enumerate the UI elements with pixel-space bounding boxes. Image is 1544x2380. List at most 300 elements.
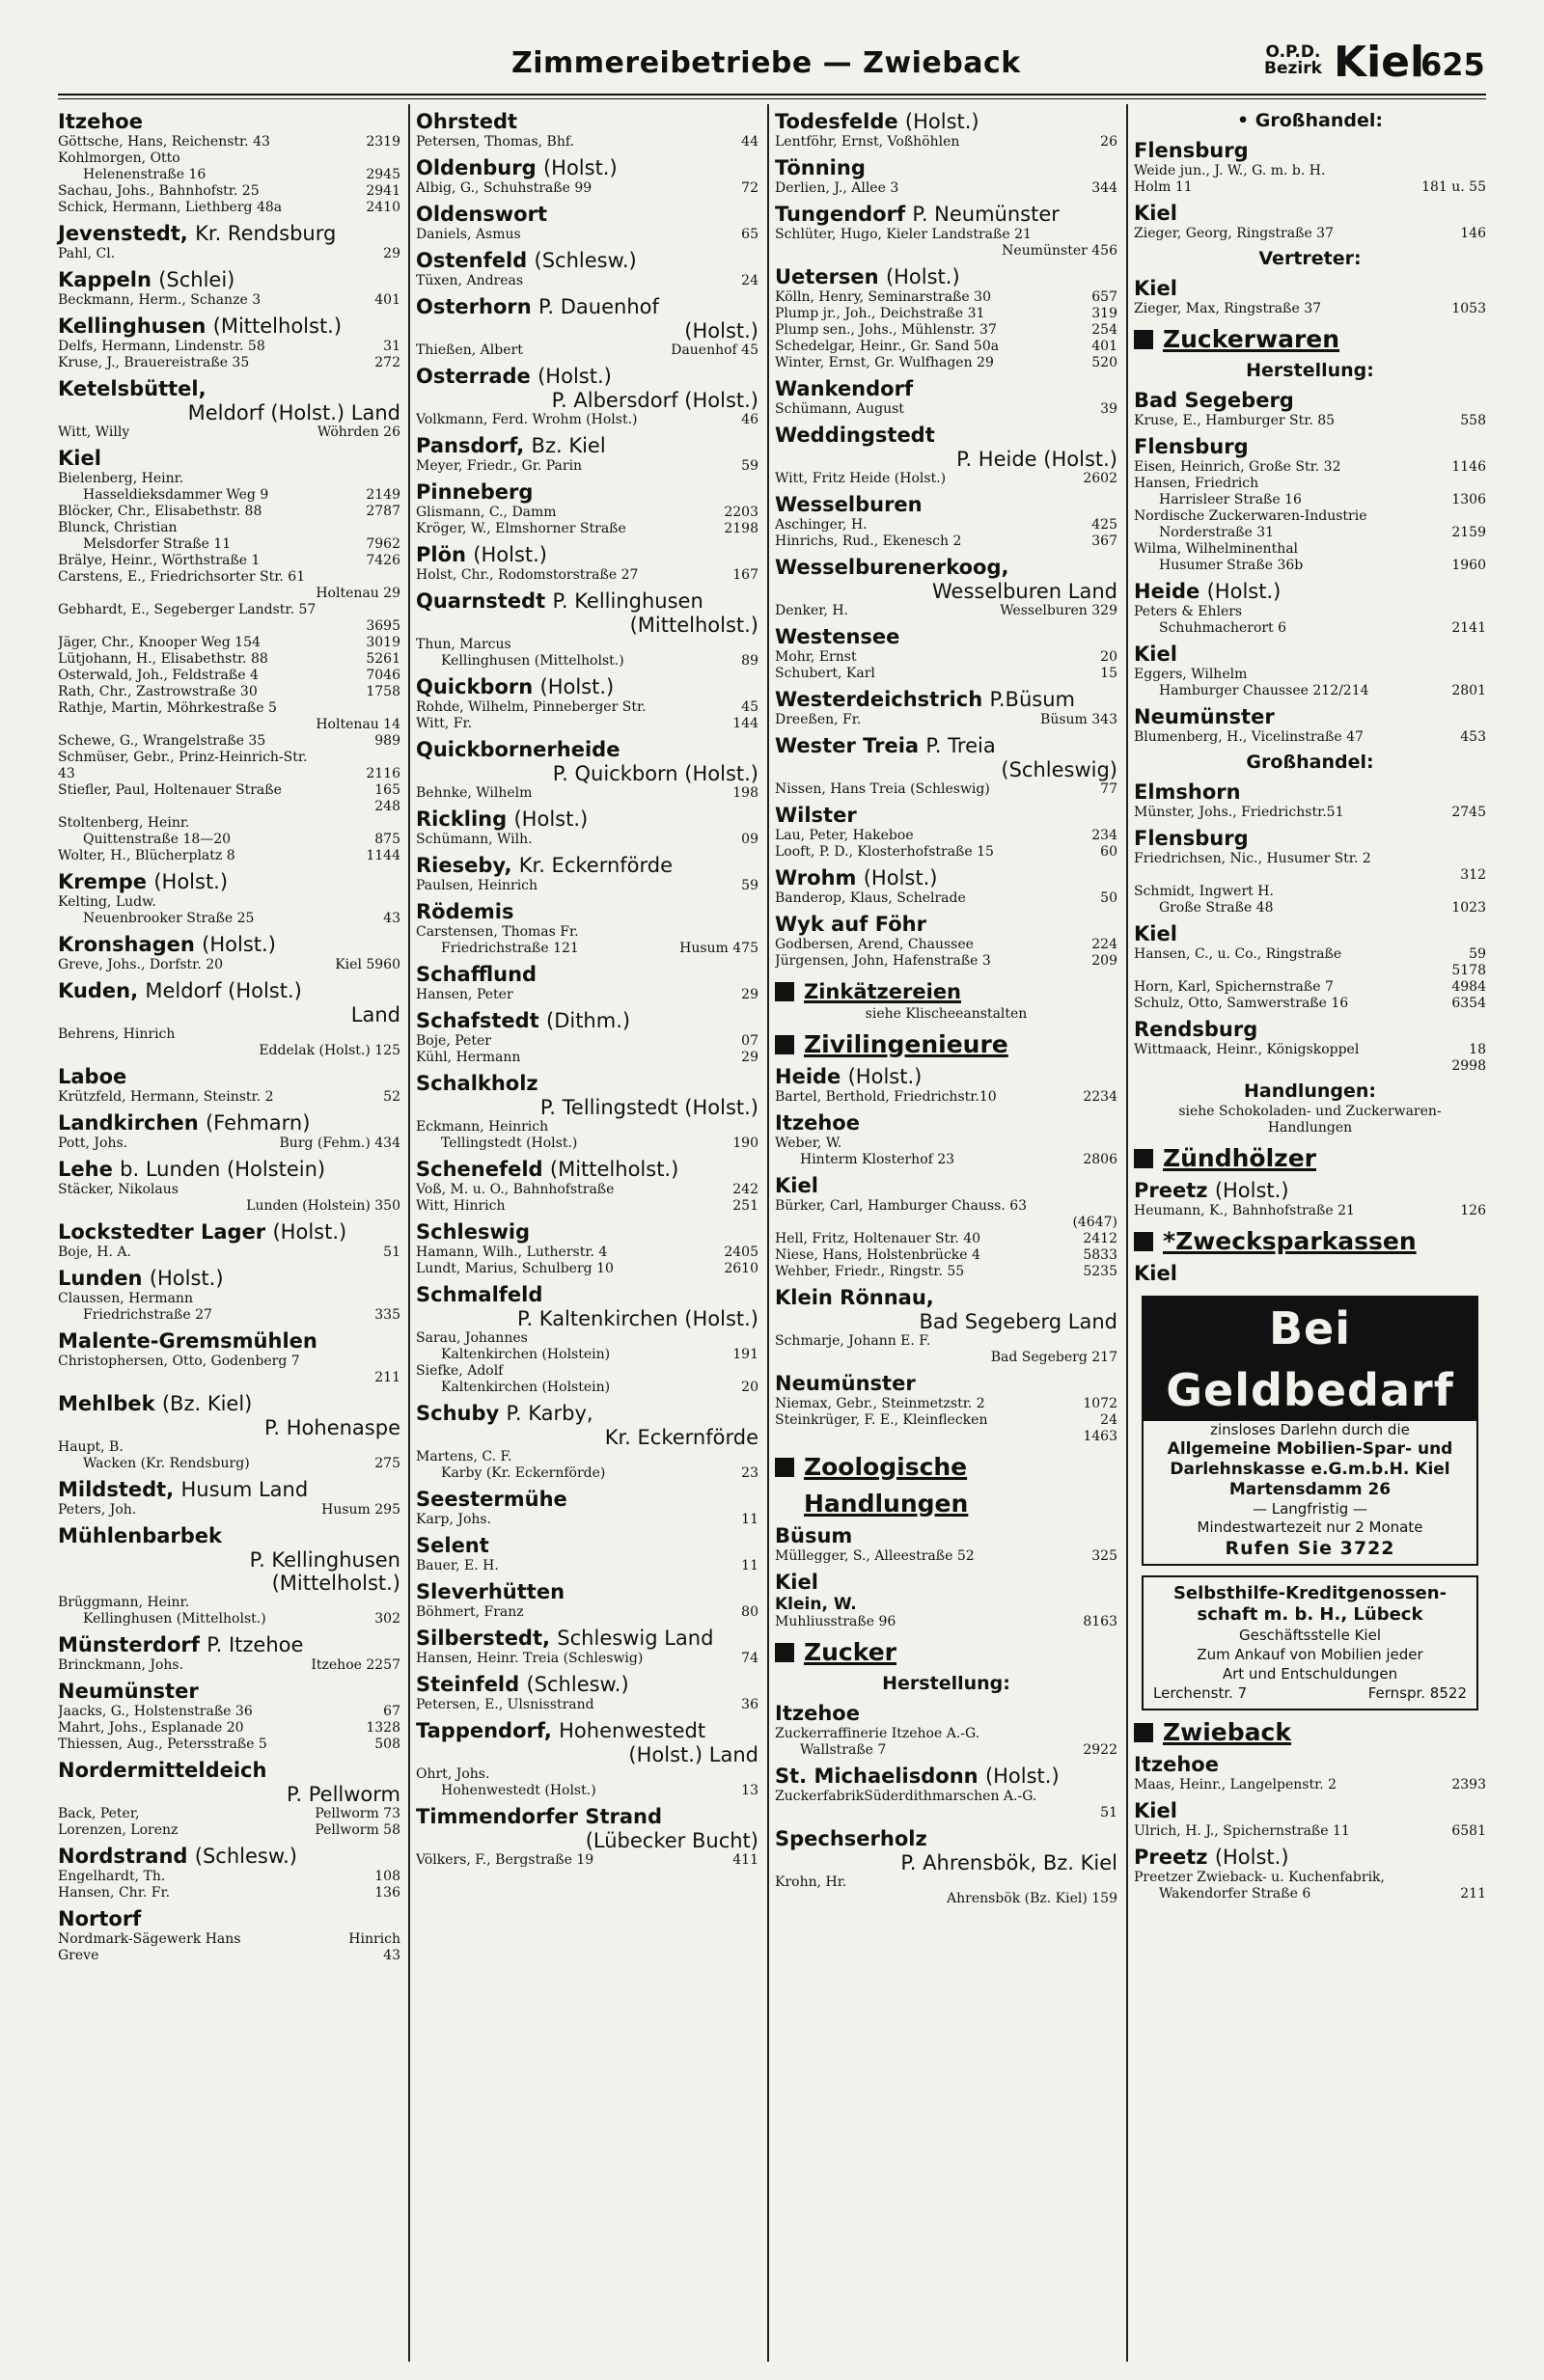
listing-entry (416, 567, 758, 584)
place-qualifier: Meldorf (Holst.) (145, 979, 302, 1002)
listing-phone: 242 (732, 1182, 758, 1197)
place-continuation: (Holst.) Land (628, 1743, 758, 1766)
place-heading (58, 267, 400, 292)
listing-address-text: Melsdorfer Straße 11 (83, 536, 232, 552)
category-heading (775, 1490, 1117, 1518)
place-heading (58, 1064, 400, 1089)
listing-entry (58, 569, 400, 586)
listing-name: Brälye, Heinr., Wörthstraße 1 (58, 553, 261, 568)
category-title: Zoologische (804, 1453, 968, 1481)
listing-address (58, 1307, 400, 1324)
listing-phone: 74 (741, 1651, 758, 1666)
listing-name-line: Kohlmorgen, Otto (58, 150, 180, 166)
listing-name: Witt, Willy (58, 424, 130, 440)
listing-phone: 29 (383, 246, 400, 261)
place-heading (1134, 1798, 1486, 1823)
listing-phone: 211 (1460, 1886, 1486, 1901)
place-heading (58, 1523, 400, 1548)
ad-line: Darlehnskasse e.G.m.b.H. Kiel (1170, 1460, 1450, 1479)
listing-phone: 6581 (1451, 1823, 1486, 1839)
listing-address (1134, 683, 1486, 699)
place-name: Flensburg (1134, 139, 1249, 162)
listing-entry (58, 1869, 400, 1885)
listing-name: Plump jr., Joh., Deichstraße 31 (775, 306, 985, 321)
place-qualifier: (Fehmarn) (205, 1111, 311, 1135)
place-continuation: (Mittelholst.) (271, 1572, 400, 1595)
category-title: Zinkätzereien (804, 980, 962, 1003)
district-city: Kiel (1334, 38, 1425, 87)
listing-entry (58, 1885, 400, 1901)
listing-name: Ulrich, H. J., Spichernstraße 11 (1134, 1823, 1350, 1839)
listing-phone: 302 (374, 1611, 400, 1627)
listing-continuation: Ahrensbök (Bz. Kiel) 159 (947, 1891, 1117, 1906)
place-heading (775, 555, 1117, 580)
listing-phone: 272 (374, 355, 400, 370)
listing-phone: 108 (374, 1869, 400, 1884)
listing-address-text: Friedrichstraße 121 (441, 941, 579, 956)
place-name: Kiel (58, 447, 101, 470)
place-qualifier: Kr. Rendsburg (195, 222, 337, 245)
listing-entry (775, 712, 1117, 728)
listing-entry (775, 1264, 1117, 1280)
listing-entry (416, 699, 758, 716)
listing-phone: 52 (383, 1089, 400, 1105)
listing-name-line: Haupt, B. (58, 1439, 124, 1455)
column-divider-1 (408, 104, 410, 2362)
listing-entry (775, 517, 1117, 533)
listing-phone: 251 (732, 1198, 758, 1214)
listing-phone: 36 (741, 1697, 758, 1712)
listing-address (1134, 900, 1486, 916)
listing-name: Denker, H. (775, 603, 849, 618)
listing-name-line: Sarau, Johannes (416, 1330, 528, 1346)
ad-line: Martensdamm 26 (1228, 1480, 1392, 1499)
place-continuation: P. Quickborn (Holst.) (552, 762, 758, 785)
listing-phone: 558 (1460, 413, 1486, 428)
ad-line: Geschäftsstelle Kiel (1239, 1627, 1381, 1644)
place-heading (58, 1157, 400, 1182)
listing-phone: 224 (1091, 937, 1117, 952)
place-name: Schmalfeld (416, 1283, 543, 1306)
place-heading (58, 1219, 400, 1245)
listing-phone: 144 (732, 716, 758, 731)
header-rule-thin (58, 98, 1486, 99)
listing-name: Volkmann, Ferd. Wrohm (Holst.) (416, 412, 638, 427)
listing-entry (775, 533, 1117, 550)
place-name: Lockstedter Lager (58, 1220, 266, 1244)
listing-phone: 325 (1091, 1548, 1117, 1564)
place-name: Laboe (58, 1065, 127, 1088)
listing-address (416, 1465, 758, 1482)
listing-name: Blöcker, Chr., Elisabethstr. 88 (58, 504, 262, 519)
listing-phone: 2745 (1451, 805, 1486, 820)
listing-name: Boje, Peter (416, 1033, 491, 1049)
cross-reference: siehe Schokoladen- und Zuckerwaren- (1178, 1104, 1442, 1119)
place-name: Lunden (58, 1267, 143, 1290)
listing-entry (416, 1245, 758, 1261)
place-name: Heide (775, 1065, 841, 1088)
listing-entry (1134, 946, 1486, 963)
listing-name-line: Krohn, Hr. (775, 1874, 847, 1890)
listing-phone (395, 750, 400, 766)
listing-address-text: Kellinghusen (Mittelholst.) (83, 1611, 266, 1627)
running-title: Zimmereibetriebe — Zwieback (511, 46, 1021, 80)
listing-entry (775, 1396, 1117, 1412)
listing-address-text: Helenenstraße 16 (83, 167, 207, 182)
listing-phone: 2801 (1451, 683, 1486, 698)
place-name: Kronshagen (58, 933, 195, 956)
listing-name: Osterwald, Joh., Feldstraße 4 (58, 668, 259, 683)
place-name: Flensburg (1134, 435, 1249, 458)
listing-name: Tüxen, Andreas (416, 273, 524, 288)
listing-phone: 2806 (1083, 1152, 1117, 1167)
place-heading (775, 687, 1117, 712)
listing-entry (775, 844, 1117, 861)
place-name: Schenefeld (416, 1158, 543, 1181)
place-qualifier: (Mittelholst.) (212, 315, 343, 338)
listing-entry (58, 1704, 400, 1720)
listing-entry (58, 1502, 400, 1518)
listing-entry (58, 246, 400, 262)
listing-entry (1134, 301, 1486, 317)
listing-address (58, 167, 400, 183)
place-name: Rieseby, (416, 854, 512, 877)
listing-entry (1134, 996, 1486, 1012)
listing-name: Jürgensen, John, Hafenstraße 3 (775, 953, 991, 969)
listing-name: Derlien, J., Allee 3 (775, 180, 899, 196)
category-marker (775, 982, 794, 1001)
listing-phone: 165 (374, 782, 400, 798)
place-heading (416, 248, 758, 273)
listing-entry (58, 1822, 400, 1839)
listing-address-text: Friedrichstraße 27 (83, 1307, 212, 1323)
listing-phone: 2393 (1451, 1777, 1486, 1792)
listing-entry (58, 134, 400, 150)
listing-address-text: Kaltenkirchen (Holstein) (441, 1347, 611, 1362)
listing-entry (58, 1931, 400, 1948)
listing-entry (416, 785, 758, 802)
place-heading (416, 109, 758, 134)
place-name: Nordermitteldeich (58, 1759, 267, 1782)
listing-address-text: Große Straße 48 (1159, 900, 1274, 916)
place-name: Kiel (775, 1571, 818, 1594)
place-continuation: (Lübecker Bucht) (585, 1829, 758, 1852)
listing-address (775, 1742, 1117, 1759)
listing-entry (775, 1789, 1117, 1805)
listing-entry (416, 1558, 758, 1574)
listing-entry (1134, 226, 1486, 242)
ad-line: — Langfristig — (1252, 1500, 1368, 1518)
place-heading (775, 1523, 1117, 1548)
column-divider-2 (767, 104, 769, 2362)
listing-entry (58, 957, 400, 973)
listing-phone: 80 (741, 1604, 758, 1620)
place-qualifier: (Holst.) (1214, 1846, 1289, 1869)
listing-phone: 234 (1091, 828, 1117, 843)
listing-entry (1134, 413, 1486, 429)
listing-address-text: Karby (Kr. Eckernförde) (441, 1465, 606, 1481)
listing-phone: 23 (741, 1465, 758, 1481)
listing-entry (416, 227, 758, 243)
listing-phone: 2159 (1451, 525, 1486, 540)
place-name: Tappendorf, (416, 1719, 552, 1742)
place-heading (416, 853, 758, 878)
place-heading (775, 492, 1117, 517)
bezirk-label: Bezirk (1264, 59, 1322, 78)
place-name: Tönning (775, 156, 866, 179)
place-heading (416, 1219, 758, 1245)
listing-phone: Kiel 5960 (335, 957, 400, 972)
listing-phone: 198 (732, 785, 758, 801)
place-heading (416, 737, 758, 762)
listing-entry (416, 1651, 758, 1667)
listing-entry (1134, 1203, 1486, 1219)
listing-continuation: 51 (1100, 1805, 1117, 1820)
listing-name-line: Stoltenberg, Heinr. (58, 815, 190, 831)
place-heading (58, 446, 400, 471)
place-heading (1134, 579, 1486, 604)
listing-entry (416, 1033, 758, 1050)
place-heading (416, 1718, 758, 1743)
place-name: Wesselburen (775, 493, 923, 516)
listing-phone: 20 (741, 1380, 758, 1395)
listing-name: Sachau, Johs., Bahnhofstr. 25 (58, 183, 260, 199)
place-name: Mehlbek (58, 1392, 155, 1415)
listing-phone: 2116 (366, 766, 400, 781)
listing-address (1134, 492, 1486, 508)
listing-entry (416, 832, 758, 848)
place-heading (416, 588, 758, 614)
place-heading (775, 1285, 1117, 1310)
listing-name-line: Claussen, Hermann (58, 1291, 193, 1306)
listing-name-line: Preetzer Zwieback- u. Kuchenfabrik, (1134, 1870, 1385, 1885)
place-heading (775, 1570, 1117, 1595)
listing-address-text: Neuenbrooker Straße 25 (83, 911, 255, 926)
listing-entry (1134, 1823, 1486, 1840)
place-qualifier: Kr. Eckernförde (518, 854, 674, 877)
listing-entry (58, 750, 400, 766)
place-name: Oldenswort (416, 203, 547, 226)
place-heading (775, 912, 1117, 937)
place-heading (1134, 138, 1486, 163)
listing-name: Voß, M. u. O., Bahnhofstraße (416, 1182, 615, 1197)
category-title: Zuckerwaren (1163, 325, 1340, 353)
place-heading (416, 1401, 758, 1426)
listing-phone: 2234 (1083, 1089, 1117, 1105)
listing-address (58, 487, 400, 504)
place-name: Neumünster (1134, 705, 1275, 728)
place-qualifier: P. Karby, (506, 1402, 593, 1425)
listing-name: Petersen, Thomas, Bhf. (416, 134, 574, 150)
listing-entry (58, 684, 400, 700)
listing-phone: 29 (741, 987, 758, 1002)
listing-entry (775, 937, 1117, 953)
place-heading (775, 1764, 1117, 1789)
category-heading (1134, 1144, 1486, 1173)
listing-entry (58, 1720, 400, 1737)
listing-phone: 520 (1091, 355, 1117, 370)
ad-line: Art und Entschuldungen (1222, 1665, 1398, 1682)
place-qualifier: P. Itzehoe (207, 1633, 304, 1656)
category-marker (1134, 1723, 1153, 1742)
place-qualifier: (Schlesw.) (526, 1673, 629, 1696)
listing-name: Rathje, Martin, Möhrkestraße 5 (58, 700, 277, 716)
listing-phone: 657 (1091, 289, 1117, 305)
ad-address: Lerchenstr. 7 (1153, 1684, 1248, 1702)
listing-name: Schlüter, Hugo, Kieler Landstraße 21 (775, 227, 1032, 242)
listing-entry (416, 273, 758, 289)
place-name: Pinneberg (416, 480, 534, 504)
listing-address (58, 536, 400, 553)
place-name: Quickborn (416, 675, 534, 698)
place-heading (416, 1804, 758, 1829)
listing-phone: 146 (1460, 226, 1486, 241)
listing-name: Krützfeld, Hermann, Steinstr. 2 (58, 1089, 274, 1105)
place-name: Kiel (1134, 202, 1177, 225)
listing-name: Niemax, Gebr., Steinmetzstr. 2 (775, 1396, 985, 1411)
place-qualifier: (Holst.) (538, 365, 612, 388)
listing-phone: Husum 295 (321, 1502, 400, 1518)
category-heading (1134, 325, 1486, 354)
place-name: Lehe (58, 1158, 113, 1181)
listing-name: Kühl, Hermann (416, 1050, 521, 1065)
listing-address-text: Hamburger Chaussee 212/214 (1159, 683, 1369, 698)
place-continuation: (Holst.) (684, 319, 758, 342)
place-qualifier: (Schlesw.) (534, 249, 637, 272)
listing-name: Schubert, Karl (775, 666, 875, 681)
listing-phone: 126 (1460, 1203, 1486, 1218)
listing-entry (775, 890, 1117, 907)
listing-address-text: Wallstraße 7 (800, 1742, 887, 1758)
place-name: Elmshorn (1134, 780, 1241, 804)
listing-address (1134, 525, 1486, 541)
listing-name-line: Thun, Marcus (416, 637, 511, 652)
listing-entry (775, 1247, 1117, 1264)
listing-phone: 50 (1100, 890, 1117, 906)
listing-phone: 1146 (1451, 459, 1486, 475)
place-name: Itzehoe (775, 1111, 860, 1135)
listing-phone: 45 (741, 699, 758, 715)
listing-name: Niese, Hans, Holstenbrücke 4 (775, 1247, 980, 1263)
listing-phone: 191 (732, 1347, 758, 1362)
listing-name: Banderop, Klaus, Schelrade (775, 890, 966, 906)
listing-name: Kruse, E., Hamburger Str. 85 (1134, 413, 1336, 428)
listing-name: Holst, Chr., Rodomstorstraße 27 (416, 567, 639, 583)
listing-name-line: Wilma, Wilhelminenthal (1134, 541, 1299, 557)
place-name: Kiel (1134, 277, 1177, 300)
ad-line: Selbsthilfe-Kreditgenossen- (1172, 1583, 1448, 1603)
place-name: Preetz (1134, 1179, 1208, 1202)
place-qualifier: (Schlesw.) (194, 1845, 297, 1868)
ad-contact-row (1147, 1683, 1473, 1703)
listing-phone: 77 (1100, 781, 1117, 797)
column-2 (416, 104, 758, 1869)
place-heading (416, 1487, 758, 1512)
column-3 (775, 104, 1117, 1907)
listing-phone: 411 (732, 1852, 758, 1868)
listing-entry (775, 666, 1117, 682)
place-heading (58, 1328, 400, 1354)
listing-continuation: Lunden (Holstein) 350 (246, 1198, 400, 1214)
listing-entry (416, 878, 758, 894)
place-continuation: P. Hohenaspe (264, 1416, 400, 1439)
listing-continuation: 5178 (1451, 963, 1486, 978)
listing-address (58, 1456, 400, 1472)
listing-phone: 2319 (366, 134, 400, 150)
listing-name-line: Ohrt, Johs. (416, 1766, 490, 1782)
place-name: Ohrstedt (416, 110, 518, 133)
listing-name-line: Kelting, Ludw. (58, 894, 156, 910)
listing-phone: Itzehoe 2257 (311, 1657, 400, 1673)
place-name: Kiel (775, 1174, 818, 1197)
listing-entry (58, 1245, 400, 1261)
place-heading (775, 1064, 1117, 1089)
listing-continuation: Holtenau 14 (316, 717, 400, 732)
listing-phone: 59 (741, 878, 758, 893)
listing-phone (395, 569, 400, 586)
listing-entry (416, 1261, 758, 1277)
listing-phone: 3019 (366, 635, 400, 650)
listing-name: Witt, Fr. (416, 716, 473, 731)
listing-address-text: Hinterm Klosterhof 23 (800, 1152, 955, 1167)
listing-entry (775, 339, 1117, 355)
listing-name: Mohr, Ernst (775, 649, 857, 665)
business-name: Klein, W. (775, 1595, 857, 1614)
listing-name: Jaacks, G., Holstenstraße 36 (58, 1704, 253, 1719)
listing-phone: 1072 (1083, 1396, 1117, 1411)
listing-phone: 5235 (1083, 1264, 1117, 1279)
place-heading (1134, 642, 1486, 667)
place-name: Quickbornerheide (416, 738, 620, 761)
listing-name-line: Stäcker, Nikolaus (58, 1182, 179, 1197)
listing-name: Kruse, J., Brauereistraße 35 (58, 355, 250, 370)
listing-entry (1134, 851, 1486, 867)
place-continuation: P. Ahrensbök, Bz. Kiel (900, 1851, 1117, 1874)
listing-entry (58, 782, 400, 799)
listing-phone: 51 (383, 1245, 400, 1260)
listing-entry (58, 339, 400, 355)
place-heading (775, 1173, 1117, 1198)
place-heading (58, 869, 400, 894)
place-heading (775, 733, 1117, 758)
category-title: *Zwecksparkassen (1163, 1227, 1417, 1255)
listing-entry (58, 355, 400, 371)
place-qualifier: P. Kellinghusen (552, 589, 703, 613)
listing-phone: Burg (Fehm.) 434 (279, 1135, 400, 1151)
listing-name: Schümann, Wilh. (416, 832, 533, 847)
listing-phone: 7962 (366, 536, 400, 552)
listing-name: Eisen, Heinrich, Große Str. 32 (1134, 459, 1341, 475)
listing-phone: 875 (374, 832, 400, 847)
listing-phone: 2203 (724, 505, 758, 520)
listing-entry (775, 355, 1117, 371)
listing-address (416, 1135, 758, 1152)
place-heading (775, 264, 1117, 289)
place-heading (775, 1701, 1117, 1726)
place-name: Westensee (775, 625, 900, 648)
subheading: Herstellung: (882, 1673, 1010, 1694)
listing-entry (775, 1412, 1117, 1429)
place-name: Schafstedt (416, 1009, 539, 1032)
listing-entry (58, 504, 400, 520)
listing-entry (416, 1182, 758, 1198)
place-heading (58, 1632, 400, 1657)
listing-phone: 8163 (1083, 1614, 1117, 1629)
listing-name: Kölln, Henry, Seminarstraße 30 (775, 289, 991, 305)
listing-entry (58, 292, 400, 309)
listing-phone: 190 (732, 1135, 758, 1151)
listing-phone: 2610 (724, 1261, 758, 1276)
